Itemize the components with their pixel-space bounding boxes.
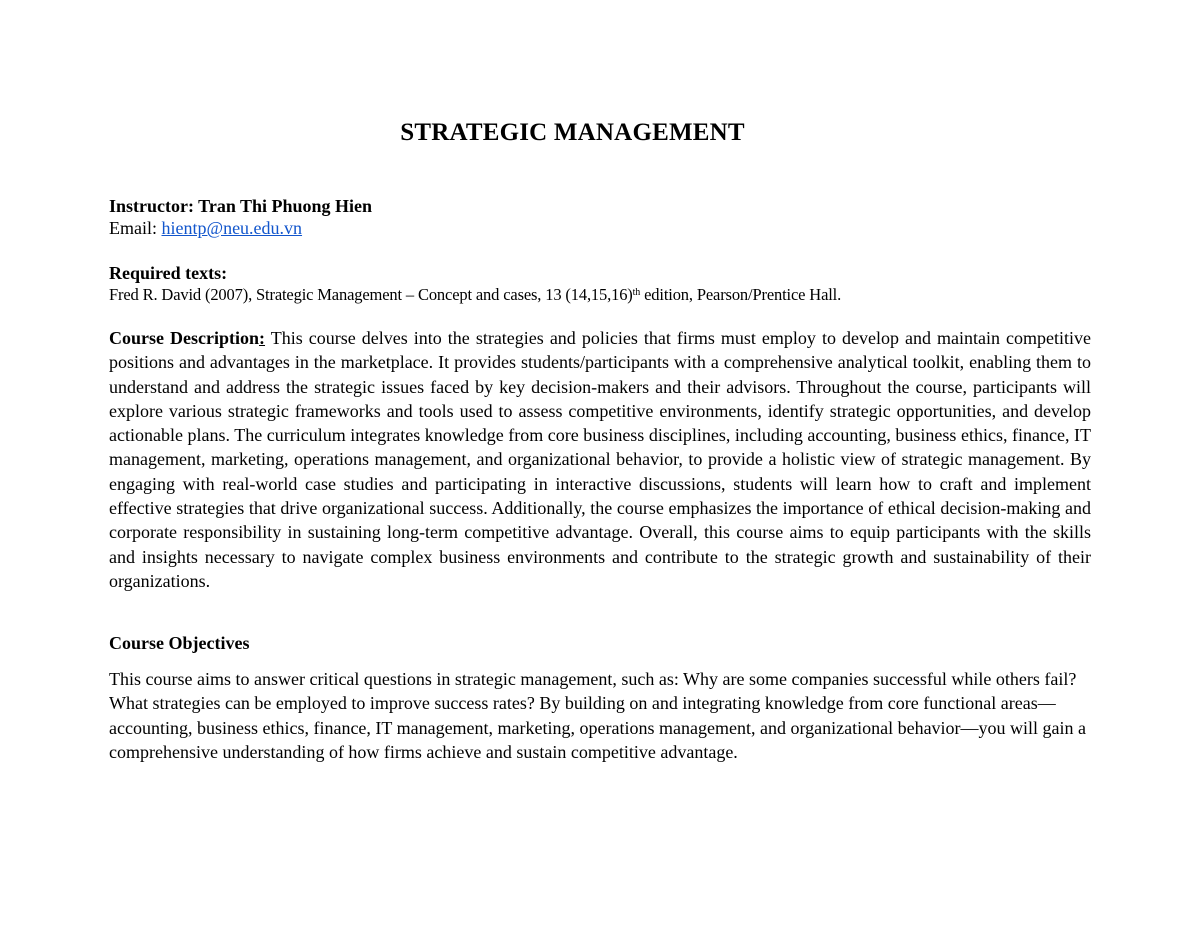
- course-description-paragraph: [109, 326, 1091, 593]
- reference-superscript: th: [632, 287, 641, 298]
- course-objectives-heading: Course Objectives: [109, 633, 250, 653]
- required-texts-heading: Required texts:: [109, 263, 228, 283]
- course-description-text: This course delves into the strategies and policies that firms must employ to develop and maintain competitive positions and advantages in the marketplace. It provides students/participants with a comprehensive analytical toolkit, enabling them to understand and address the strategic issues faced by key decision-makers and their advisors. Throughout the course, participants will explore various strategic frameworks and tools used to assess competitive environments, identify strategic opportunities, and develop actionable plans. The curriculum integrates knowledge from core business disciplines, including accounting, business ethics, finance, IT management, marketing, operations management, and organizational behavior, to provide a holistic view of strategic management. By engaging with real-world case studies and participating in interactive discussions, students will learn how to craft and implement effective strategies that drive organizational success. Additionally, the course emphasizes the importance of ethical decision-making and corporate responsibility in sustaining long-term competitive advantage. Overall, this course aims to equip participants with the skills and insights necessary to navigate complex business environments and contribute to the strategic growth and sustainability of their organizations.: [109, 328, 1091, 591]
- document-title: STRATEGIC MANAGEMENT: [400, 119, 745, 146]
- instructor-block: [109, 195, 1091, 239]
- course-description-colon: :: [259, 328, 266, 348]
- instructor-name: Instructor: Tran Thi Phuong Hien: [109, 196, 373, 216]
- course-description-heading: Course Description: [109, 328, 260, 348]
- required-text-reference: [109, 284, 1091, 306]
- email-row: [109, 217, 1091, 239]
- email-link[interactable]: hientp@neu.edu.vn: [161, 218, 303, 238]
- reference-main: Fred R. David (2007), Strategic Management – Concept and cases, 13 (14,15,16): [109, 285, 633, 304]
- reference-end: edition, Pearson/Prentice Hall.: [640, 285, 842, 304]
- email-label: Email:: [109, 218, 162, 238]
- required-texts-block: [109, 262, 1091, 306]
- course-objectives-text: This course aims to answer critical questions in strategic management, such as: Why are some companies successful while others fail? What strategies can be employed to improve success rates? By building on and integrating knowledge from core functional areas—accounting, business ethics, finance, IT management, marketing, operations management, and organizational behavior—you will gain a comprehensive understanding of how firms achieve and sustain competitive advantage.: [109, 669, 1087, 762]
